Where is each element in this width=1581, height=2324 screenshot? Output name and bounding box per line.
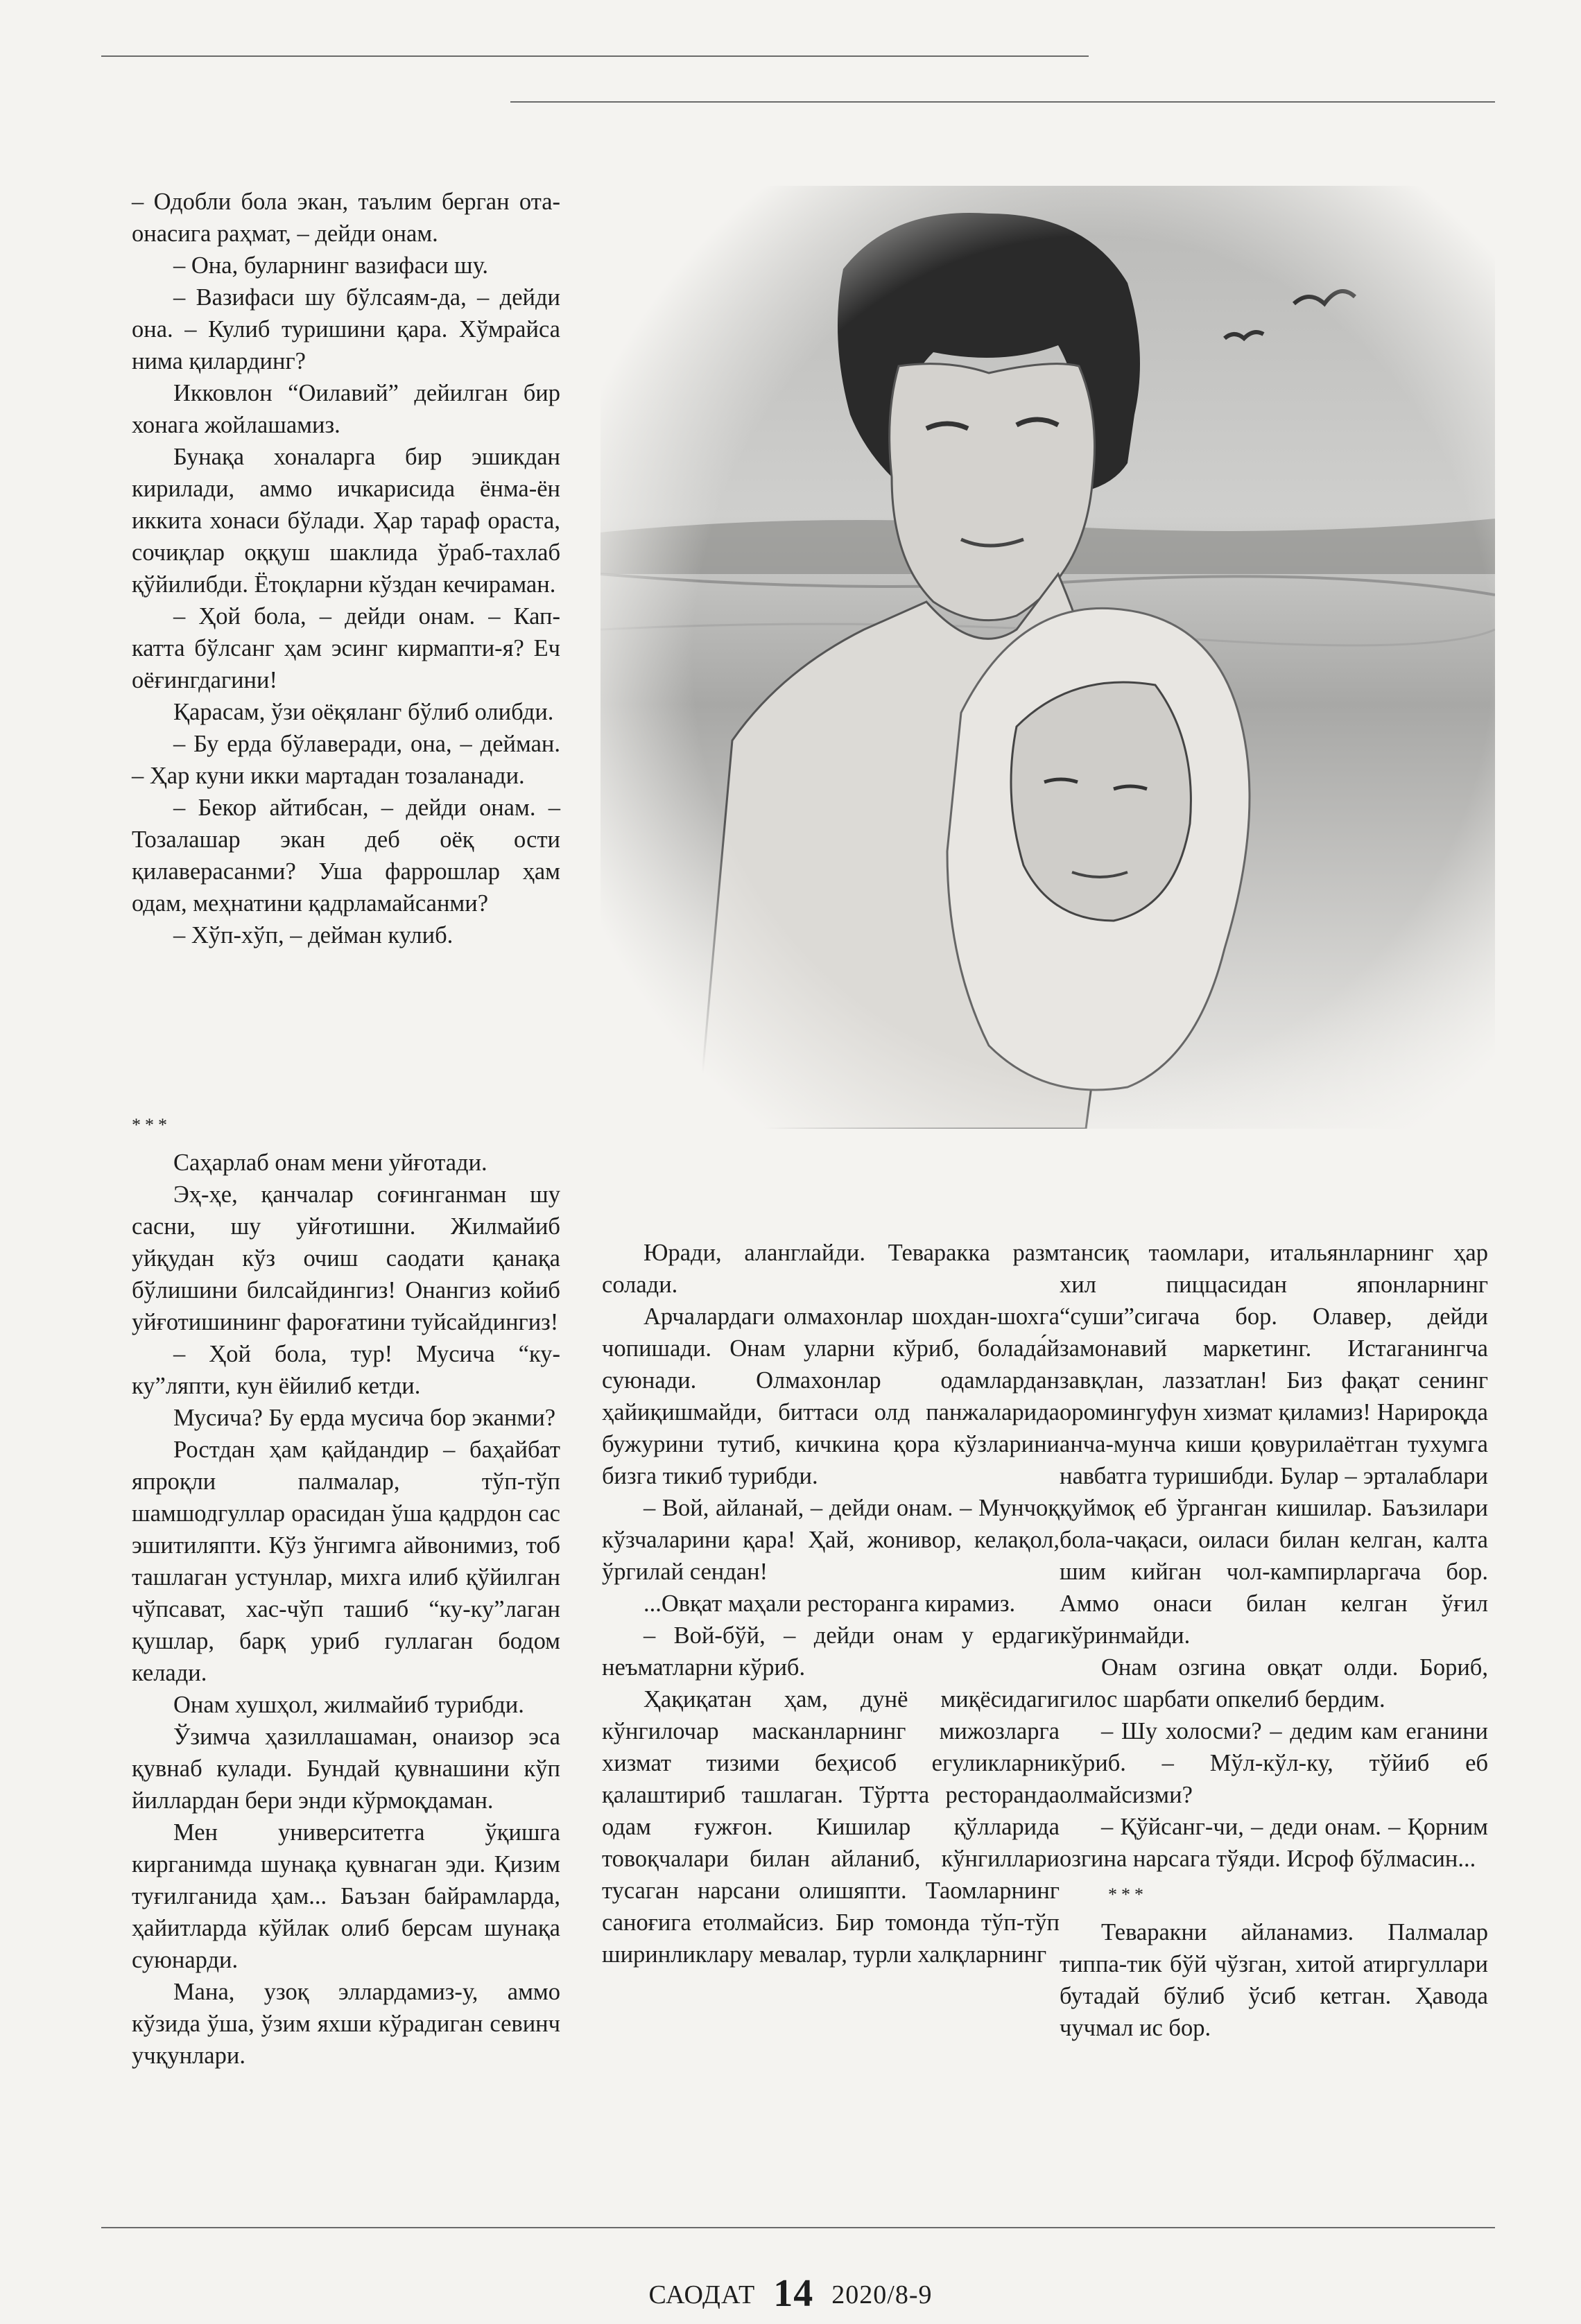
paragraph: ...Овқат маҳали ресторанга кирамиз.: [643, 1590, 1016, 1617]
column-1-top: [132, 186, 560, 951]
pencil-illustration: [601, 186, 1495, 1129]
paragraph: Мана, узоқ эллардамиз-у, аммо кўзида ўша, ўзим яхши кўрадиган севинч учқунлари.: [132, 1979, 560, 2069]
section-separator: ***: [132, 1115, 171, 1135]
paragraph: – Ҳой бола, тур! Мусича “ку-ку”ляпти, кун ёйилиб кетди.: [132, 1341, 560, 1399]
paragraph: Мен университетга ўқишга кирганимда шунақа қувнаган эди. Қизим туғилганида ҳам... Баъзан байрамларда, ҳайитларда кўйлак олиб берсам шунақа суюнарди.: [132, 1819, 560, 1973]
paragraph: Ростдан ҳам қайдандир – баҳайбат япроқли палмалар, тўп-тўп шамшодгуллар орасидан ўша қадрдон сас эшитиляпти. Кўз ўнгимга айвонимиз, тоб ташлаган устунлар, михга илиб қўйилган чўпсават, хас-чўп ташиб “ку-ку”лаган қушлар, барқ уриб гуллаган бодом келади.: [132, 1437, 560, 1686]
paragraph: – Вазифаси шу бўлсаям-да, – дейди она. – Кулиб туришини қара. Хўмрайса нима қилардинг?: [132, 284, 560, 374]
paragraph: Онам озгина овқат олди. Бориб, гилос шарбати опкелиб бердим.: [1060, 1654, 1488, 1712]
paragraph: – Бу ерда бўлаверади, она, – дейман. – Ҳар куни икки мартадан тозаланади.: [132, 731, 560, 789]
paragraph: – Бекор айтибсан, – дейди онам. – Тозалашар экан деб оёқ ости қилаверасанми? Уша фаррошлар ҳам одам, меҳнатини қадрламайсанми?: [132, 795, 560, 917]
footer-rule: [101, 2227, 1495, 2228]
paragraph: Қарасам, ўзи оёқяланг бўлиб олибди.: [173, 699, 554, 725]
column-2: [602, 1237, 1060, 1970]
paragraph: Саҳарлаб онам мени уйғотади.: [173, 1150, 487, 1176]
paragraph: Арчалардаги олмахонлар шохдан-шохга чопишади. Онам уларни кўриб, болада́й суюнади. Олмахонлар одамлардан ҳайиқишмайди, биттаси олд панжаларида бужурини тутиб, кичкина қора кўзларини бизга тикиб турибди.: [602, 1303, 1060, 1489]
magazine-name: САОДАТ: [648, 2280, 756, 2309]
paragraph: Теваракни айланамиз. Палмалар типпа-тик бўй чўзган, хитой атиргуллари бутадай бўлиб ўсиб кетган. Ҳавода чучмал ис бор.: [1060, 1919, 1488, 2041]
paragraph: Икковлон “Оилавий” дейилган бир хонага жойлашамиз.: [132, 380, 560, 438]
paragraph: – Ҳой бола, – дейди онам. – Кап-катта бўлсанг ҳам эсинг кирмапти-я? Еч оёғингдагини!: [132, 603, 560, 693]
paragraph: Онам хушҳол, жилмайиб турибди.: [173, 1692, 524, 1718]
paragraph: Бунақа хоналарга бир эшикдан кирилади, аммо ичкарисида ёнма-ён иккита хонаси бўлади. Ҳар тараф ораста, сочиқлар оққуш шаклида ўраб-тахлаб қўйилибди. Ётоқларни кўздан кечираман.: [132, 444, 560, 598]
header-rule-right: [510, 101, 1495, 103]
paragraph: Ҳақиқатан ҳам, дунё миқёсидаги кўнгилочар масканларнинг мижозларга хизмат тизими беҳисоб егуликларни қалаштириб ташлаган. Тўртта ресторанда одам ғужғон. Кишилар қўлларида товоқчалари билан айланиб, кўнгиллари тусаган нарсани олишяпти. Таомларнинг саноғига етолмайсиз. Бир томонда тўп-тўп ширинликлару мевалар, турли халқларнинг: [602, 1686, 1060, 1968]
paragraph: – Одобли бола экан, таълим берган ота-онасига раҳмат, – дейди онам.: [132, 189, 560, 247]
section-separator: ***: [1108, 1884, 1148, 1905]
paragraph: Ўзимча ҳазиллашаман, онаизор эса қувнаб кулади. Бундай қувнашини кўп йиллардан бери энди кўрмоқдаман.: [132, 1724, 560, 1814]
paragraph: – Қўйсанг-чи, – деди онам. – Қорним озгина нарсага тўяди. Исроф бўлмасин...: [1060, 1814, 1488, 1872]
paragraph: Юради, аланглайди. Теваракка разм солади.: [602, 1240, 1060, 1298]
column-3: [1060, 1237, 1488, 2044]
issue-number: 2020/8-9: [831, 2280, 933, 2309]
paragraph: – Она, буларнинг вазифаси шу.: [173, 252, 489, 279]
paragraph: Мусича? Бу ерда мусича бор эканми?: [173, 1405, 556, 1431]
column-1-bottom: [132, 1105, 560, 2072]
paragraph: Эҳ-ҳе, қанчалар соғинганман шу сасни, шу уйғотишни. Жилмайиб уйқудан кўз очиш саодати қанақа бўлишини билсайдингиз! Онангиз койиб уйғотишининг фароғатини туйсайдингиз!: [132, 1181, 560, 1335]
page-footer: [0, 2271, 1581, 2316]
paragraph: – Шу холосми? – дедим кам еганини кўриб. – Мўл-кўл-ку, тўйиб еб олмайсизми?: [1060, 1718, 1488, 1808]
page-number: 14: [773, 2272, 814, 2315]
paragraph: – Хўп-хўп, – дейман кулиб.: [173, 922, 453, 948]
paragraph: – Вой-бўй, – дейди онам у ердаги неъматларни кўриб.: [602, 1622, 1060, 1681]
paragraph: – Вой, айланай, – дейди онам. – Мунчоқ кўзчаларини қара! Ҳай, жонивор, келақол, ўргилай сендан!: [602, 1495, 1060, 1585]
paragraph: тансиқ таомлари, итальянларнинг ҳар хил пиццасидан японларнинг “суши”сигача бор. Олавер, дейди замонавий маркетинг. Истаганингча завқлан, лаззатлан! Биз фақат сенинг оромингуфун хизмат қиламиз! Нарироқда анча-мунча киши қовурилаётган тухумга навбатга туришибди. Булар – эрталаблари қуймоқ еб ўрганган кишилар. Баъзилари бола-чақаси, оиласи билан келган, калта шим кийган чол-кампирларгача бор. Аммо онаси билан келган ўғил кўринмайди.: [1060, 1240, 1488, 1649]
header-rule-left: [101, 55, 1089, 57]
